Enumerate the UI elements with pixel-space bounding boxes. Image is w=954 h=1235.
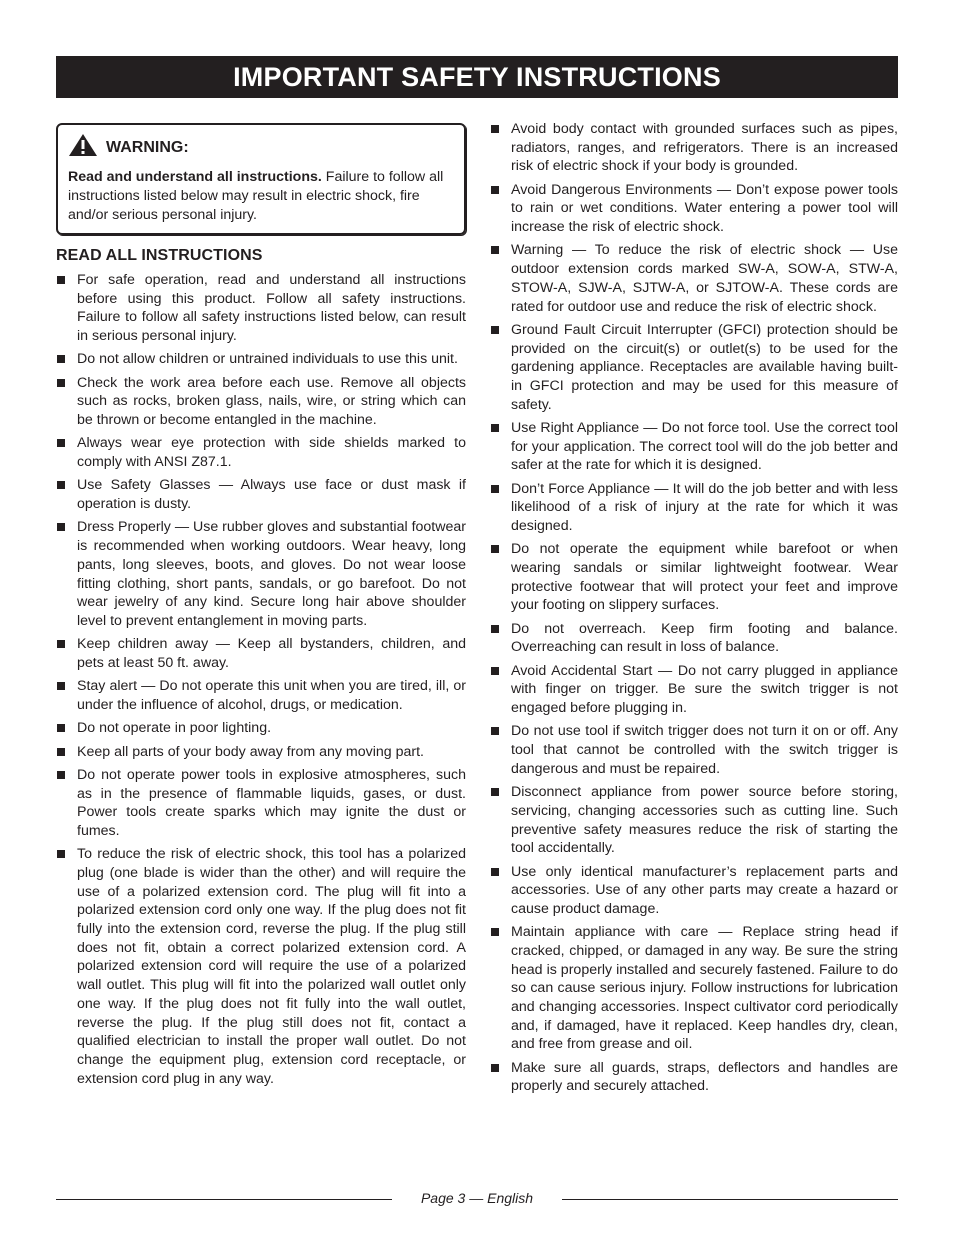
bullet-icon <box>491 788 499 796</box>
list-item: Dress Properly — Use rubber gloves and substantial footwear is recommended when working outdoors. Wear heavy, long pants, long sleeves, boots, and gloves. Do not wear loose fitting clothing, short pants, sandals, or go barefoot. Do not wear jewelry of any kind. Secure long hair above shoulder level to prevent entanglement in moving parts. <box>56 518 466 630</box>
warning-box <box>56 123 466 235</box>
bullet-icon <box>57 523 65 531</box>
list-item: For safe operation, read and understand all instructions before using this product. Follow all safety instructions. Failure to follow all safety instructions listed below, can result in serious personal injury. <box>56 271 466 346</box>
bullet-icon <box>491 727 499 735</box>
list-item: Do not allow children or untrained individuals to use this unit. <box>56 350 466 369</box>
bullet-icon <box>491 545 499 553</box>
page-footer <box>56 1188 898 1208</box>
list-item: Do not operate in poor lighting. <box>56 719 466 738</box>
list-item: Don’t Force Appliance — It will do the job better and with less likelihood of a risk of injury at the rate for which it was designed. <box>490 480 898 536</box>
list-item: Make sure all guards, straps, deflectors and handles are properly and securely attached. <box>490 1059 898 1096</box>
list-item: Check the work area before each use. Remove all objects such as rocks, broken glass, nails, wire, or string which can be thrown or become entangled in the machine. <box>56 374 466 430</box>
bullet-icon <box>491 246 499 254</box>
bullet-icon <box>491 667 499 675</box>
warning-header <box>68 133 454 162</box>
list-item: Ground Fault Circuit Interrupter (GFCI) protection should be provided on the circuit(s) or outlet(s) to be used for the gardening appliance. Receptacles are available having built-in GFCI protection and may be used for this measure of safety. <box>490 321 898 415</box>
bullet-icon <box>491 485 499 493</box>
bullet-icon <box>57 748 65 756</box>
list-item: Maintain appliance with care — Replace string head if cracked, chipped, or damaged in any way. Be sure the string head is properly installed and securely fastened. Failure to do so can cause serious injury. Follow instructions for lubrication and changing accessories. Inspect cultivator cord periodically and, if damaged, have it replaced. Keep handles dry, clean, and free from grease and oil. <box>490 923 898 1054</box>
list-item: Do not operate the equipment while barefoot or when wearing sandals or similar lightweight footwear. Wear protective footwear that will protect your feet and improve your footing on slippery surfaces. <box>490 540 898 615</box>
list-item: Do not operate power tools in explosive atmospheres, such as in the presence of flammable liquids, gases, or dust. Power tools create sparks which may ignite the dust or fumes. <box>56 766 466 841</box>
list-item: Use only identical manufacturer’s replacement parts and accessories. Use of any other parts may create a hazard or cause product damage. <box>490 863 898 919</box>
bullet-icon <box>57 355 65 363</box>
bullet-icon <box>491 868 499 876</box>
list-item: Stay alert — Do not operate this unit when you are tired, ill, or under the influence of alcohol, drugs, or medication. <box>56 677 466 714</box>
section-heading: READ ALL INSTRUCTIONS <box>56 247 263 264</box>
bullet-icon <box>57 379 65 387</box>
left-instruction-list <box>56 271 466 1088</box>
right-column <box>490 120 898 1101</box>
footer-page-label: Page 3 — English <box>420 1190 534 1206</box>
footer-rule-right <box>562 1199 898 1200</box>
warning-text <box>68 168 454 225</box>
list-item: Keep children away — Keep all bystanders, children, and pets at least 50 ft. away. <box>56 635 466 672</box>
bullet-icon <box>57 724 65 732</box>
list-item: Avoid Dangerous Environments — Don’t expose power tools to rain or wet conditions. Water entering a power tool will increase the risk of electric shock. <box>490 181 898 237</box>
bullet-icon <box>491 928 499 936</box>
warning-triangle-icon <box>68 133 98 162</box>
list-item: Always wear eye protection with side shields marked to comply with ANSI Z87.1. <box>56 434 466 471</box>
left-column <box>56 123 466 1093</box>
page-title: IMPORTANT SAFETY INSTRUCTIONS <box>56 56 898 98</box>
bullet-icon <box>57 682 65 690</box>
list-item: Do not overreach. Keep firm footing and balance. Overreaching can result in loss of balance. <box>490 620 898 657</box>
warning-label: WARNING: <box>106 138 189 156</box>
list-item: Warning — To reduce the risk of electric shock — Use outdoor extension cords marked SW-A, SOW-A, STW-A, STOW-A, SJW-A, SJTW-A, or SJTOW-A. These cords are rated for outdoor use and reduce the risk of electric shock. <box>490 241 898 316</box>
list-item: Avoid body contact with grounded surfaces such as pipes, radiators, ranges, and refrigerators. There is an increased risk of electric shock if your body is grounded. <box>490 120 898 176</box>
bullet-icon <box>57 640 65 648</box>
right-instruction-list <box>490 120 898 1096</box>
bullet-icon <box>57 850 65 858</box>
list-item: Disconnect appliance from power source before storing, servicing, changing accessories such as cutting line. Such preventive safety measures reduce the risk of starting the tool accidentally. <box>490 783 898 858</box>
list-item: To reduce the risk of electric shock, this tool has a polarized plug (one blade is wider than the other) and will require the use of a polarized extension cord. The plug will fit into a polarized extension cord only one way. If the plug does not fit fully into the extension cord, reverse the plug. If the plug still does not fit, obtain a correct polarized extension cord. A polarized extension cord will require the use of a polarized wall outlet. This plug will fit into the polarized wall outlet only one way. If the plug does not fit fully into the wall outlet, reverse the plug. If the plug still does not fit, contact a qualified electrician to install the proper wall outlet. Do not change the equipment plug, extension cord receptacle, or extension cord plug in any way. <box>56 845 466 1088</box>
list-item: Do not use tool if switch trigger does not turn it on or off. Any tool that cannot be controlled with the switch trigger is dangerous and must be repaired. <box>490 722 898 778</box>
list-item: Use Right Appliance — Do not force tool. Use the correct tool for your application. The correct tool will do the job better and safer at the rate for which it is designed. <box>490 419 898 475</box>
list-item: Use Safety Glasses — Always use face or dust mask if operation is dusty. <box>56 476 466 513</box>
bullet-icon <box>57 276 65 284</box>
bullet-icon <box>491 1064 499 1072</box>
bullet-icon <box>57 481 65 489</box>
list-item: Avoid Accidental Start — Do not carry plugged in appliance with finger on trigger. Be sure the switch trigger is not engaged before plugging in. <box>490 662 898 718</box>
bullet-icon <box>491 186 499 194</box>
footer-rule-left <box>56 1199 392 1200</box>
bullet-icon <box>491 125 499 133</box>
warning-bold-text: Read and understand all instructions. <box>68 169 322 185</box>
bullet-icon <box>57 439 65 447</box>
bullet-icon <box>491 326 499 334</box>
bullet-icon <box>491 625 499 633</box>
bullet-icon <box>57 771 65 779</box>
bullet-icon <box>491 424 499 432</box>
list-item: Keep all parts of your body away from any moving part. <box>56 743 466 762</box>
warning-body-text: Failure to follow all instructions listed below may result in electric shock, fire and/or serious personal injury. <box>68 169 444 223</box>
